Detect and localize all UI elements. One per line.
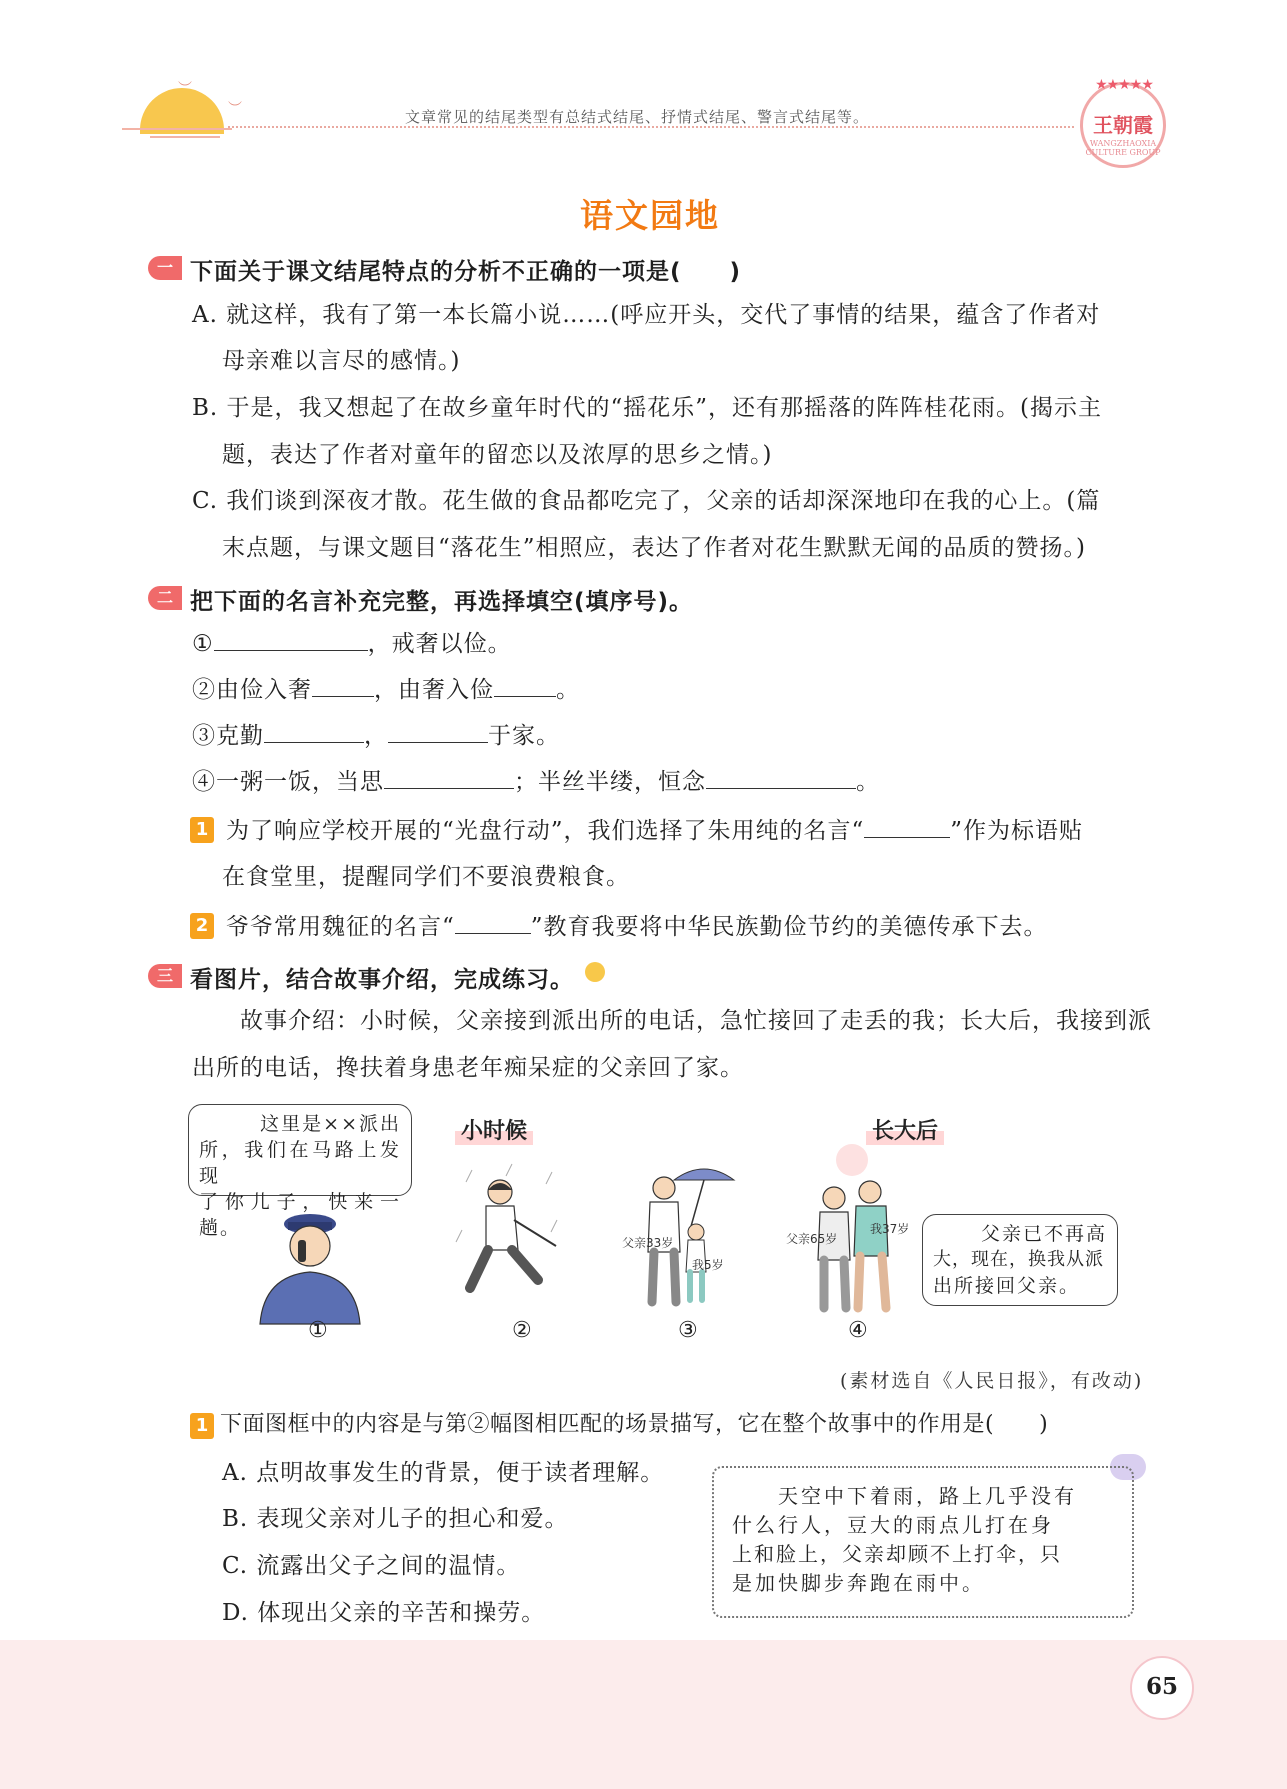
fill-blank[interactable] xyxy=(706,766,856,789)
section-badge: 一 xyxy=(148,256,182,280)
subquestion-part: ”教育我要将中华民族勤俭节约的美德传承下去。 xyxy=(530,914,1048,940)
maxim-line xyxy=(192,628,512,659)
fill-blank[interactable] xyxy=(494,674,556,697)
bubble-line: 出所接回父亲。 xyxy=(933,1275,1081,1297)
maxim-text: ③克勤 xyxy=(192,723,264,749)
maxim-line xyxy=(192,674,580,705)
maxim-text: 。 xyxy=(856,769,880,795)
scene-line: 是加快脚步奔跑在雨中。 xyxy=(732,1571,985,1595)
stamp-name: 王朝霞 xyxy=(1093,113,1153,137)
fill-blank[interactable] xyxy=(388,720,488,743)
subquestion-number: 2 xyxy=(190,913,214,939)
stars-icon: ★★★★★ xyxy=(1095,77,1153,93)
speech-bubble-police xyxy=(188,1104,412,1239)
scene-line: 什么行人，豆大的雨点儿打在身 xyxy=(732,1513,1054,1537)
bird-icon: ︶ xyxy=(178,81,192,97)
maxim-text: 于家。 xyxy=(488,723,560,749)
bird-icon: ︶ xyxy=(228,101,242,117)
sun-icon xyxy=(836,1144,868,1176)
publisher-stamp xyxy=(1080,77,1166,168)
choice-option[interactable]: D. 体现出父亲的辛苦和操劳。 xyxy=(222,1600,546,1626)
maxim-text: 。 xyxy=(556,677,580,703)
age-label: 我5岁 xyxy=(692,1258,724,1272)
option-line: 母亲难以言尽的感情。) xyxy=(222,348,461,374)
label-adulthood: 长大后 xyxy=(866,1114,944,1145)
page-number: 65 xyxy=(1130,1656,1194,1720)
option-line: B. 于是，我又想起了在故乡童年时代的“摇花乐”，还有那摇落的阵阵桂花雨。(揭示主 xyxy=(192,395,1103,421)
bubble-line: 这里是××派出 xyxy=(260,1113,401,1135)
subquestion-text: 下面图框中的内容是与第②幅图相匹配的场景描写，它在整个故事中的作用是( ) xyxy=(220,1412,1049,1437)
picture-number: ④ xyxy=(848,1318,868,1343)
stamp-subtitle: WANGZHAOXIA CULTURE GROUP xyxy=(1085,139,1161,157)
maxim-line xyxy=(192,766,880,797)
picture-number: ③ xyxy=(678,1318,698,1343)
option-line: 末点题，与课文题目“落花生”相照应，表达了作者对花生默默无闻的品质的赞扬。) xyxy=(222,535,1086,561)
horizon-line xyxy=(122,128,232,130)
option-line: 题，表达了作者对童年的留恋以及浓厚的思乡之情。) xyxy=(222,442,773,468)
horizon-line xyxy=(150,136,220,138)
subquestion-number: 1 xyxy=(190,1413,214,1439)
section-badge: 二 xyxy=(148,586,182,610)
police-phone-illustration xyxy=(240,1196,380,1326)
option-line: A. 就这样，我有了第一本长篇小说……(呼应开头，交代了事情的结果，蕴含了作者对 xyxy=(192,302,1101,328)
maxim-line xyxy=(192,720,560,751)
picture-number: ① xyxy=(308,1318,328,1343)
section-question: 看图片，结合故事介绍，完成练习。 xyxy=(190,967,574,993)
subquestion-text: 在食堂里，提醒同学们不要浪费粮食。 xyxy=(222,864,630,890)
page-title: 语文园地 xyxy=(580,196,720,235)
header-tip: 文章常见的结尾类型有总结式结尾、抒情式结尾、警言式结尾等。 xyxy=(405,108,870,126)
choice-option[interactable]: C. 流露出父子之间的温情。 xyxy=(222,1553,521,1579)
maxim-text: ；半丝半缕，恒念 xyxy=(514,769,706,795)
story-intro: 出所的电话，搀扶着身患老年痴呆症的父亲回了家。 xyxy=(192,1055,744,1081)
scene-line: 天空中下着雨，路上几乎没有 xyxy=(778,1484,1077,1508)
scene-description-box xyxy=(712,1466,1134,1618)
fill-blank[interactable] xyxy=(455,911,531,934)
section-question: 把下面的名言补充完整，再选择填空(填序号)。 xyxy=(190,589,694,615)
subquestion-part: 为了响应学校开展的“光盘行动”，我们选择了朱用纯的名言“ xyxy=(226,818,865,844)
age-label: 我37岁 xyxy=(870,1222,910,1236)
bubble-line: 所，我们在马路上发现 xyxy=(199,1139,401,1187)
picture-number: ② xyxy=(512,1318,532,1343)
fill-blank[interactable] xyxy=(214,628,368,651)
section-question: 下面关于课文结尾特点的分析不正确的一项是( ) xyxy=(190,259,742,285)
footer-wave xyxy=(0,1640,1287,1789)
label-childhood: 小时候 xyxy=(455,1114,533,1145)
fill-blank[interactable] xyxy=(312,674,374,697)
maxim-text: ，戒奢以俭。 xyxy=(367,631,512,657)
scene-line: 上和脸上，父亲却顾不上打伞，只 xyxy=(732,1542,1062,1566)
story-intro: 故事介绍：小时候，父亲接到派出所的电话，急忙接回了走丢的我；长大后，我接到派 xyxy=(240,1008,1152,1034)
subquestion-number: 1 xyxy=(190,817,214,843)
subquestion-text xyxy=(226,815,1083,846)
running-father-illustration xyxy=(452,1160,572,1310)
subquestion-part: 爷爷常用魏征的名言“ xyxy=(226,914,455,940)
option-line: C. 我们谈到深夜才散。花生做的食品都吃完了，父亲的话却深深地印在我的心上。(篇 xyxy=(192,488,1101,514)
choice-option[interactable]: B. 表现父亲对儿子的担心和爱。 xyxy=(222,1506,569,1532)
speech-bubble-son xyxy=(922,1214,1118,1306)
lightbulb-icon xyxy=(585,962,605,982)
fill-blank[interactable] xyxy=(384,766,514,789)
section-badge: 三 xyxy=(148,964,182,988)
maxim-text: ②由俭入奢 xyxy=(192,677,312,703)
maxim-text: ， xyxy=(364,723,388,749)
subquestion-part: ”作为标语贴 xyxy=(950,818,1084,844)
bubble-line: 大，现在，换我从派 xyxy=(933,1249,1104,1270)
bubble-line: 了你儿子，快来一趟。 xyxy=(199,1191,401,1239)
fill-blank[interactable] xyxy=(864,815,950,838)
bubble-line: 父亲已不再高 xyxy=(980,1223,1107,1245)
subquestion-text xyxy=(226,911,1048,942)
source-note: (素材选自《人民日报》，有改动) xyxy=(840,1370,1144,1392)
maxim-text: ，由奢入俭 xyxy=(374,677,494,703)
fill-blank[interactable] xyxy=(264,720,364,743)
maxim-text: ① xyxy=(192,631,214,657)
age-label: 父亲33岁 xyxy=(622,1236,674,1250)
choice-option[interactable]: A. 点明故事发生的背景，便于读者理解。 xyxy=(222,1460,665,1486)
age-label: 父亲65岁 xyxy=(786,1232,838,1246)
maxim-text: ④一粥一饭，当思 xyxy=(192,769,384,795)
